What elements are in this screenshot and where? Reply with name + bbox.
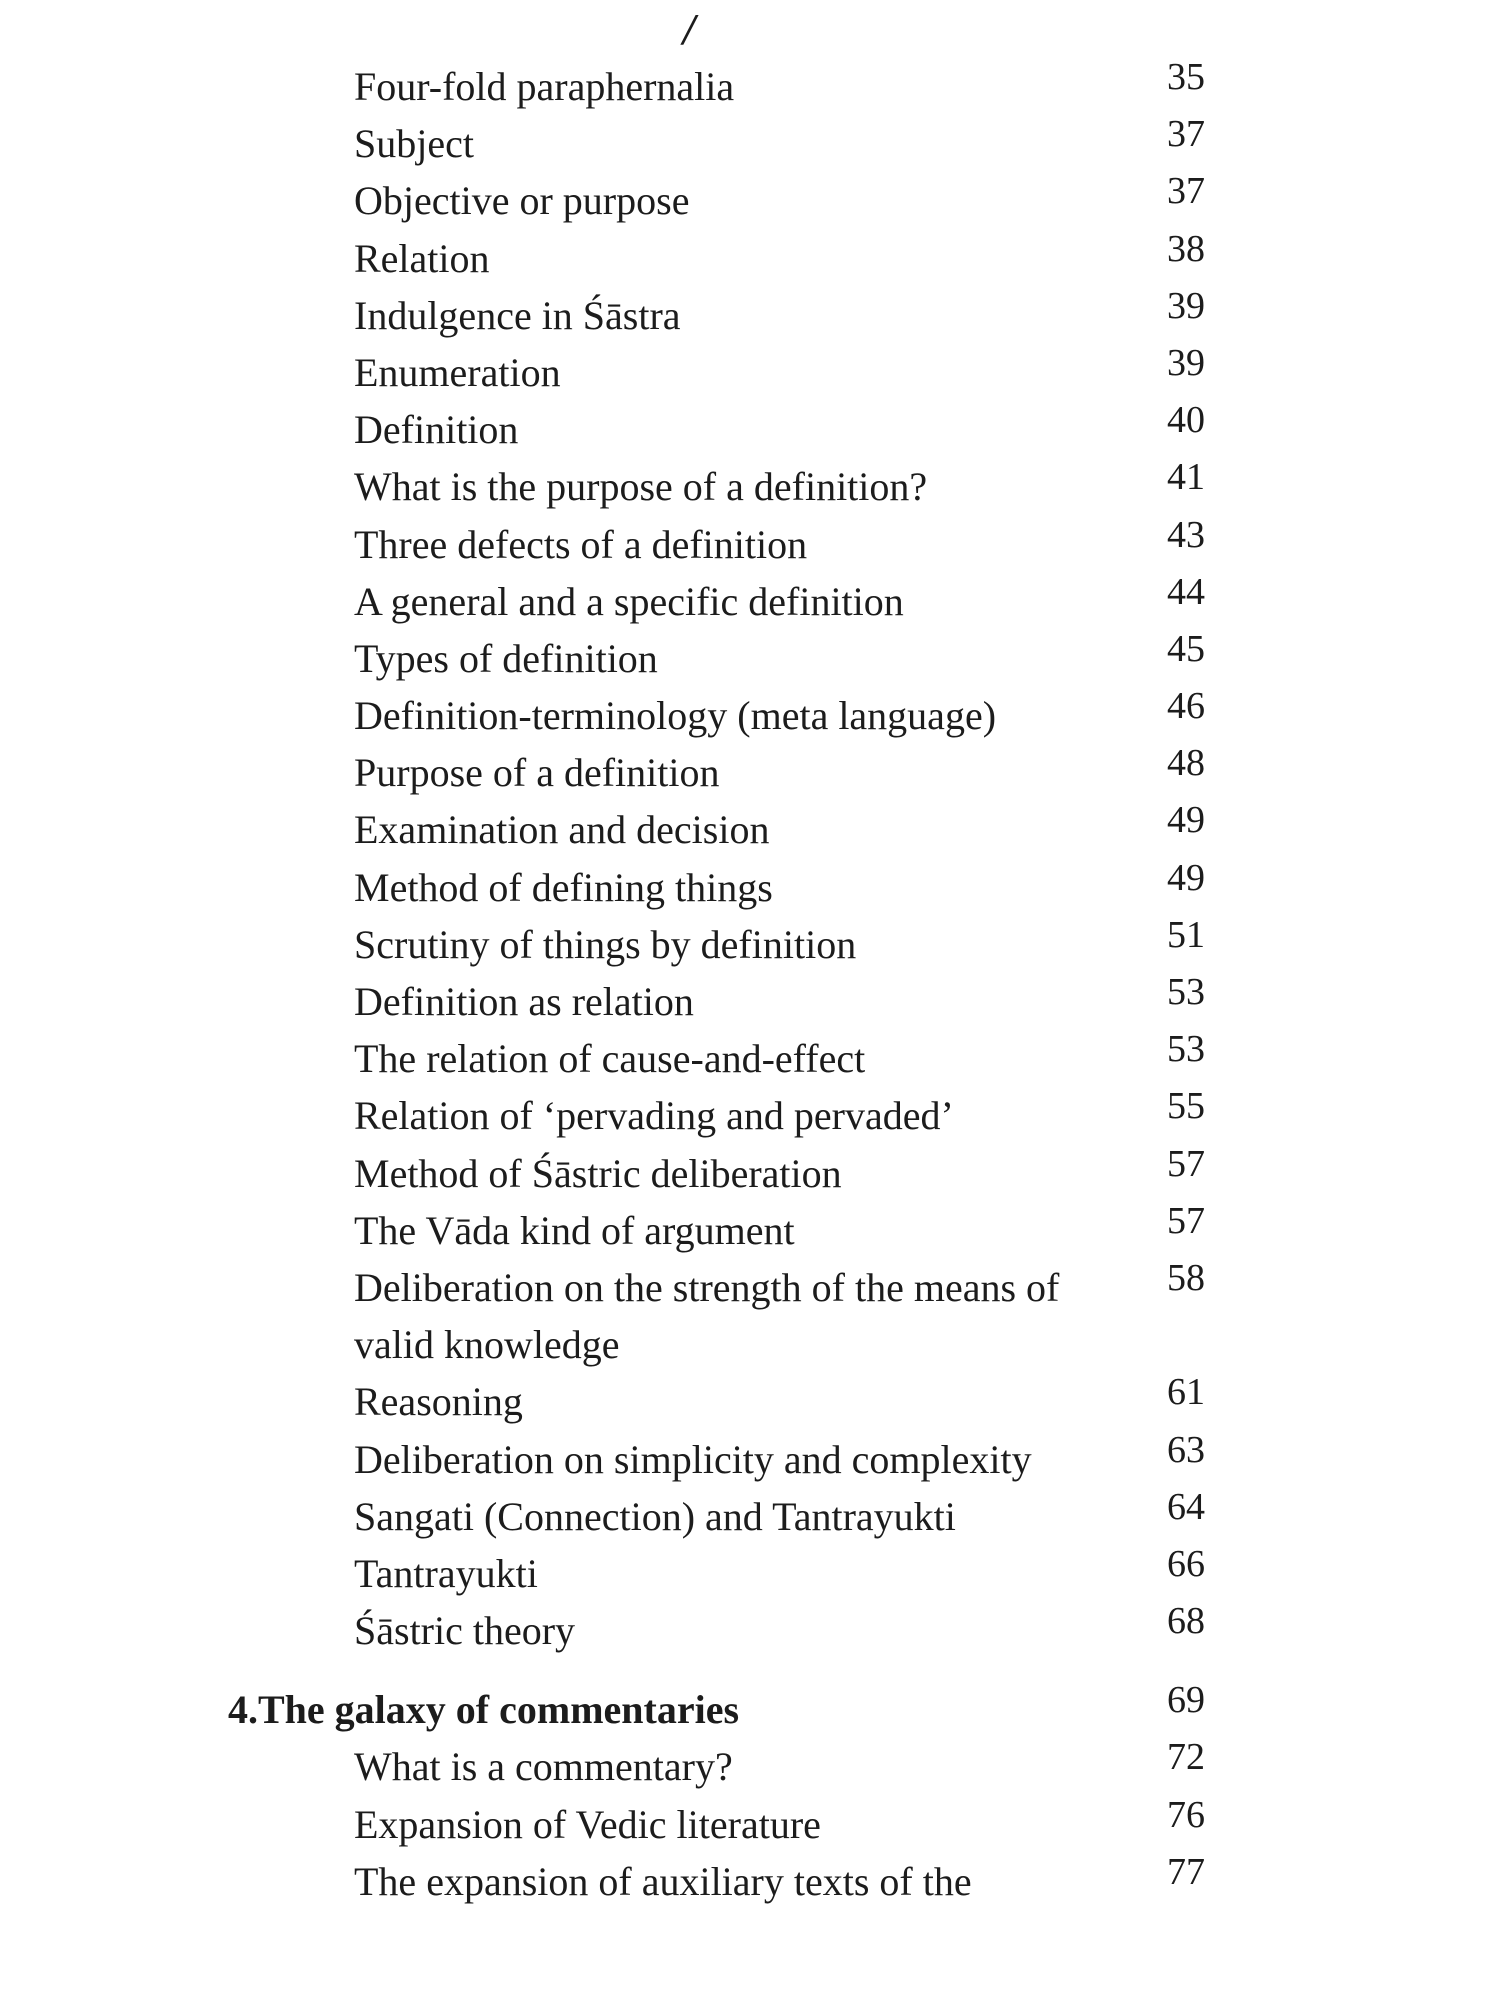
table-of-contents (0, 52, 1500, 1904)
toc-entry-title (354, 687, 996, 744)
toc-entry-title (354, 1545, 538, 1602)
toc-entry-title (354, 801, 769, 858)
toc-entry-title-line: Sangati (Connection) and Tantrayukti (354, 1493, 956, 1539)
toc-entry-title-line: Indulgence in Śāstra (354, 292, 681, 338)
toc-entry-title-line: A general and a specific definition (354, 578, 904, 624)
toc-entry-page-number: 40 (1167, 399, 1205, 442)
toc-entry-title (354, 516, 807, 573)
toc-entry (0, 224, 1500, 281)
toc-entry-page-number: 37 (1167, 170, 1205, 213)
toc-entry-page-number: 64 (1167, 1485, 1205, 1528)
toc-entry-page-number: 38 (1167, 227, 1205, 270)
toc-entry-title-line: Relation of ‘pervading and pervaded’ (354, 1093, 954, 1139)
toc-entry (0, 166, 1500, 223)
toc-entry-title (354, 115, 474, 172)
toc-entry-page-number: 48 (1167, 742, 1205, 785)
toc-entry-page-number: 76 (1167, 1793, 1205, 1836)
toc-entry-page-number: 45 (1167, 627, 1205, 670)
chapter-title (228, 1681, 739, 1738)
toc-entry-title (354, 1853, 972, 1910)
toc-entry-page-number: 66 (1167, 1542, 1205, 1585)
toc-entry-page-number: 63 (1167, 1428, 1205, 1471)
toc-entry-page-number: 57 (1167, 1142, 1205, 1185)
toc-entry-title-line: Examination and decision (354, 807, 770, 853)
toc-entry-title-line: Method of defining things (354, 864, 773, 910)
toc-entry-title (354, 1030, 865, 1087)
toc-entry (0, 1732, 1500, 1789)
toc-entry-title-line: Enumeration (354, 349, 561, 395)
toc-entry-title (354, 1488, 956, 1545)
toc-entry-page-number: 61 (1167, 1371, 1205, 1414)
toc-entry-title (354, 458, 927, 515)
toc-entry-page-number: 53 (1167, 1028, 1205, 1071)
toc-entry (0, 795, 1500, 852)
toc-entry (0, 681, 1500, 738)
toc-entry (0, 738, 1500, 795)
top-stroke-mark: / (683, 5, 696, 54)
toc-entry-title (354, 1087, 954, 1144)
toc-entry-title (354, 573, 904, 630)
toc-entry-title-line: Purpose of a definition (354, 750, 720, 796)
toc-entry-title-line: Three defects of a definition (354, 521, 808, 567)
toc-entry-title-line: Objective or purpose (354, 178, 690, 224)
toc-entry (0, 281, 1500, 338)
chapter-page-number: 69 (1167, 1679, 1205, 1722)
toc-entry-title-line: The expansion of auxiliary texts of the (354, 1858, 972, 1904)
toc-entry-title-line: Definition as relation (354, 979, 694, 1024)
toc-entry-title-line: Scrutiny of things by definition (354, 921, 857, 967)
toc-entry (0, 510, 1500, 567)
toc-entry (0, 1367, 1500, 1424)
toc-entry-page-number: 58 (1167, 1256, 1205, 1299)
toc-entry-title (354, 172, 689, 229)
toc-entry-page-number: 43 (1167, 513, 1205, 556)
toc-entry-title-line: Subject (354, 121, 474, 167)
toc-entry-title (354, 1602, 575, 1659)
toc-entry-title-line: Deliberation on simplicity and complexity (354, 1436, 1032, 1482)
toc-entry-title (354, 230, 490, 287)
toc-entry (0, 1139, 1500, 1196)
toc-entry (0, 109, 1500, 166)
toc-entry-page-number: 39 (1167, 284, 1205, 327)
toc-entry-page-number: 41 (1167, 456, 1205, 499)
toc-entry-title-line: Types of definition (354, 635, 658, 681)
toc-entry-title-line: 4.The galaxy of commentaries (228, 1687, 740, 1733)
toc-entry (0, 1024, 1500, 1081)
toc-entry-page-number: 55 (1167, 1085, 1205, 1128)
toc-entry (0, 624, 1500, 681)
toc-entry (0, 1847, 1500, 1904)
toc-entry-title (354, 1202, 795, 1259)
toc-entry-title-line: Śāstric theory (354, 1608, 576, 1654)
toc-entry (0, 853, 1500, 910)
toc-entry-title-line: Relation (354, 235, 490, 281)
toc-entry-title-line: The relation of cause-and-effect (354, 1036, 866, 1082)
toc-entry-title (354, 859, 773, 916)
toc-entry-page-number: 49 (1167, 799, 1205, 842)
toc-entry (0, 1425, 1500, 1482)
toc-entry-title-line: What is a commentary? (354, 1744, 733, 1790)
toc-entry (0, 1482, 1500, 1539)
toc-entry-title (354, 973, 694, 1030)
toc-entry (0, 338, 1500, 395)
toc-entry-title-line: Method of Śāstric deliberation (354, 1150, 842, 1196)
toc-entry (0, 910, 1500, 967)
toc-entry (0, 1196, 1500, 1253)
toc-entry-title (354, 1796, 821, 1853)
toc-entry-page-number: 44 (1167, 570, 1205, 613)
toc-entry-title (354, 744, 720, 801)
toc-entry-title (354, 1259, 1059, 1373)
toc-entry-page-number: 51 (1167, 913, 1205, 956)
toc-entry-page-number: 37 (1167, 113, 1205, 156)
toc-entry-title-line: Four-fold paraphernalia (354, 64, 735, 109)
toc-entry-page-number: 77 (1167, 1850, 1205, 1893)
toc-entry-title (354, 401, 518, 458)
toc-entry-title (354, 1145, 842, 1202)
toc-entry (0, 1253, 1500, 1367)
toc-entry (0, 1539, 1500, 1596)
toc-entry-title-line: Definition (354, 407, 519, 453)
toc-entry-title-line: Deliberation on the strength of the means of (354, 1264, 1060, 1310)
toc-entry (0, 1596, 1500, 1653)
toc-entry-page-number: 57 (1167, 1199, 1205, 1242)
toc-entry-title-line: Reasoning (354, 1379, 523, 1425)
toc-entry-page-number: 49 (1167, 856, 1205, 899)
toc-entry-page-number: 53 (1167, 971, 1205, 1013)
toc-entry-title-line: Definition-terminology (meta language) (354, 693, 997, 739)
toc-entry (0, 52, 1500, 109)
toc-entry-title (354, 58, 734, 115)
toc-entry (0, 1081, 1500, 1138)
toc-entry-page-number: 46 (1167, 685, 1205, 728)
toc-entry-title-line: Expansion of Vedic literature (354, 1801, 821, 1847)
toc-entry (0, 452, 1500, 509)
toc-entry-title (354, 1373, 523, 1430)
toc-entry-title-line: The Vāda kind of argument (354, 1207, 795, 1253)
toc-entry (0, 1790, 1500, 1847)
toc-entry-page-number: 68 (1167, 1600, 1205, 1643)
toc-entry-title (354, 916, 856, 973)
toc-entry-title (354, 1431, 1032, 1488)
toc-entry-page-number: 39 (1167, 341, 1205, 384)
chapter-heading-row (0, 1675, 1500, 1732)
toc-entry-page-number: 72 (1167, 1736, 1205, 1779)
toc-entry-page-number: 35 (1167, 56, 1205, 98)
toc-entry-title-continuation: valid knowledge (354, 1322, 620, 1368)
toc-entry-title (354, 630, 658, 687)
toc-entry (0, 395, 1500, 452)
toc-entry-title (354, 287, 681, 344)
toc-entry-title-line: Tantrayukti (354, 1550, 538, 1596)
toc-entry (0, 567, 1500, 624)
toc-entry-title (354, 1738, 733, 1795)
toc-entry-title (354, 344, 561, 401)
toc-entry-title-line: What is the purpose of a definition? (354, 464, 928, 510)
toc-entry (0, 967, 1500, 1024)
